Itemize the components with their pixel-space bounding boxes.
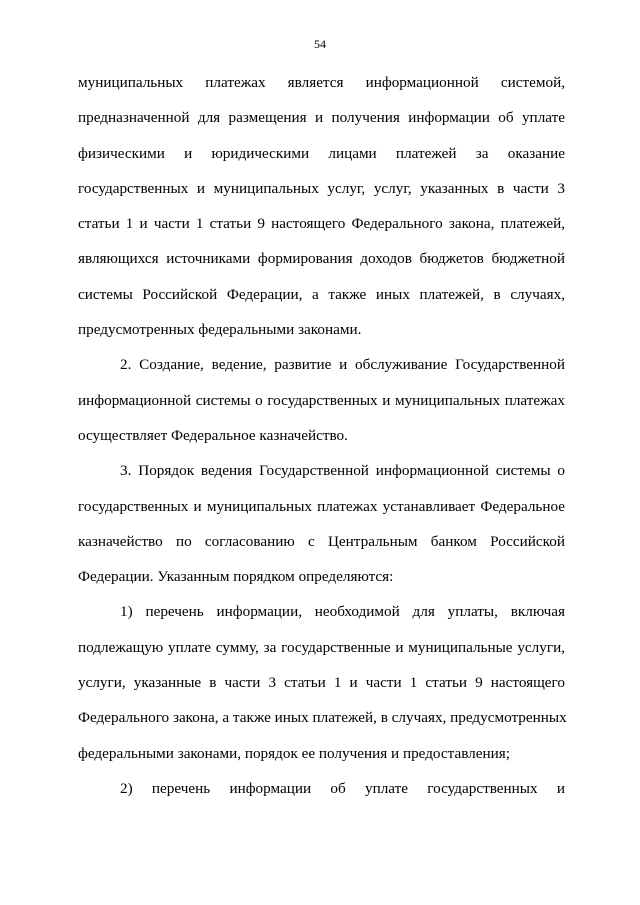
text-line: 3. Порядок ведения Государственной информационной системы о <box>120 462 565 480</box>
document-body <box>78 65 565 806</box>
text-line: федеральными законами, порядок ее получения и предоставления; <box>78 744 510 762</box>
text-line: 2. Создание, ведение, развитие и обслуживание Государственной <box>120 356 565 374</box>
text-line: Федерации. Указанным порядком определяются: <box>78 568 394 586</box>
text-line: 2) перечень информации об уплате государственных и <box>120 779 565 797</box>
text-line: осуществляет Федеральное казначейство. <box>78 426 348 444</box>
text-line: государственных и муниципальных услуг, услуг, указанных в части 3 <box>78 179 565 197</box>
text-line: казначейство по согласованию с Центральным банком Российской <box>78 532 565 550</box>
text-line: Федерального закона, а также иных платежей, в случаях, предусмотренных <box>78 709 567 727</box>
text-line: 1) перечень информации, необходимой для уплаты, включая <box>120 603 565 621</box>
text-line: муниципальных платежах является информационной системой, <box>78 74 565 91</box>
text-line: предусмотренных федеральными законами. <box>78 321 362 339</box>
text-line: подлежащую уплате сумму, за государственные и муниципальные услуги, <box>78 638 565 656</box>
text-line: услуги, указанные в части 3 статьи 1 и части 1 статьи 9 настоящего <box>78 674 565 692</box>
text-line: предназначенной для размещения и получения информации об уплате <box>78 109 565 127</box>
text-line: системы Российской Федерации, а также иных платежей, в случаях, <box>78 285 565 303</box>
text-line: являющихся источниками формирования доходов бюджетов бюджетной <box>78 250 565 268</box>
text-line: государственных и муниципальных платежах устанавливает Федеральное <box>78 497 565 515</box>
text-line: статьи 1 и части 1 статьи 9 настоящего Федерального закона, платежей, <box>78 215 565 233</box>
text-line: физическими и юридическими лицами платежей за оказание <box>78 144 565 162</box>
text-line: информационной системы о государственных и муниципальных платежах <box>78 391 565 409</box>
page-number: 54 <box>314 37 326 51</box>
